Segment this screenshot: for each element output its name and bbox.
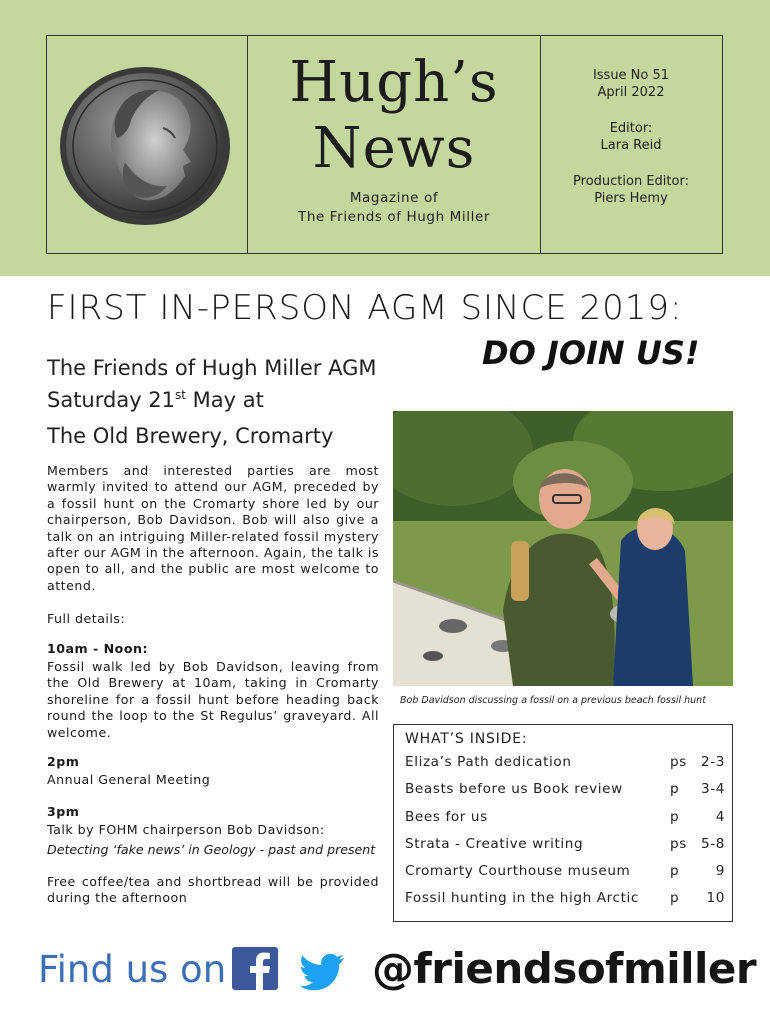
whats-inside-box [393, 724, 733, 922]
magazine-title-line1: Hugh’s [289, 50, 499, 115]
magazine-title-line2: News [312, 116, 476, 181]
find-us-on-label: Find us on [38, 948, 227, 991]
whats-inside-title: WHAT’S INSIDE: [405, 731, 528, 747]
schedule-text-2: Annual General Meeting [47, 772, 211, 787]
fossil-hunt-photo [393, 411, 733, 686]
hugh-miller-medallion-image [59, 66, 231, 226]
schedule-text-3: Talk by FOHM chairperson Bob Davidson: [47, 822, 325, 837]
contents-item[interactable]: Eliza’s Path dedication ps 2-3 [405, 754, 725, 770]
agm-title: The Friends of Hugh Miller AGM [47, 356, 377, 380]
agm-date: Saturday 21st May at [47, 388, 264, 412]
join-us-tagline: DO JOIN US! [482, 334, 700, 372]
intro-paragraph: Members and interested parties are most warmly invited to attend our AGM, preceded by a fossil hunt on the Cromarty shore led by our chairperson, Bob Davidson. Bob will also give a talk on an intriguing Miller-related fossil mystery after our AGM in the afternoon. Again, the talk is open to all, and the public are most welcome to attend. [47, 463, 379, 593]
contents-item[interactable]: Beasts before us Book review p 3-4 [405, 781, 725, 797]
agm-venue: The Old Brewery, Cromarty [47, 424, 334, 448]
social-handle[interactable]: @friendsofmiller [372, 944, 757, 993]
contents-item[interactable]: Bees for us p 4 [405, 809, 725, 825]
schedule-time-2: 2pm [47, 754, 80, 769]
magazine-subtitle-line1: Magazine of [349, 190, 439, 206]
photo-caption: Bob Davidson discussing a fossil on a previous beach fossil hunt [400, 695, 706, 706]
twitter-icon[interactable] [300, 952, 346, 992]
contents-item[interactable]: Cromarty Courthouse museum p 9 [405, 863, 725, 879]
full-details-label: Full details: [47, 611, 126, 626]
talk-title: Detecting ‘fake news’ in Geology - past and present [47, 842, 376, 857]
issue-number: Issue No 51 [592, 68, 670, 83]
schedule-time-3: 3pm [47, 804, 80, 819]
contents-item[interactable]: Strata - Creative writing ps 5-8 [405, 836, 725, 852]
production-editor-label: Production Editor: [573, 174, 689, 189]
title-panel [248, 36, 541, 253]
main-headline: FIRST IN-PERSON AGM SINCE 2019: [47, 288, 683, 328]
facebook-icon[interactable] [232, 947, 278, 990]
masthead [0, 0, 770, 276]
magazine-subtitle-line2: The Friends of Hugh Miller [297, 209, 491, 225]
editor-label: Editor: [609, 121, 653, 136]
schedule-time-1: 10am - Noon: [47, 641, 148, 656]
refreshments-note: Free coffee/tea and shortbread will be provided during the afternoon [47, 874, 379, 906]
masthead-frame [46, 35, 723, 254]
medallion-panel [47, 36, 248, 253]
editor-name: Lara Reid [600, 138, 662, 153]
issue-date: April 2022 [597, 85, 665, 100]
contents-item[interactable]: Fossil hunting in the high Arctic p 10 [405, 890, 725, 906]
issue-info-panel [541, 36, 721, 253]
schedule-text-1: Fossil walk led by Bob Davidson, leaving from the Old Brewery at 10am, taking in Cromarty shoreline for a fossil hunt before heading back round the loop to the St Regulus’ graveyard. All welcome. [47, 659, 379, 740]
production-editor-name: Piers Hemy [594, 191, 668, 206]
